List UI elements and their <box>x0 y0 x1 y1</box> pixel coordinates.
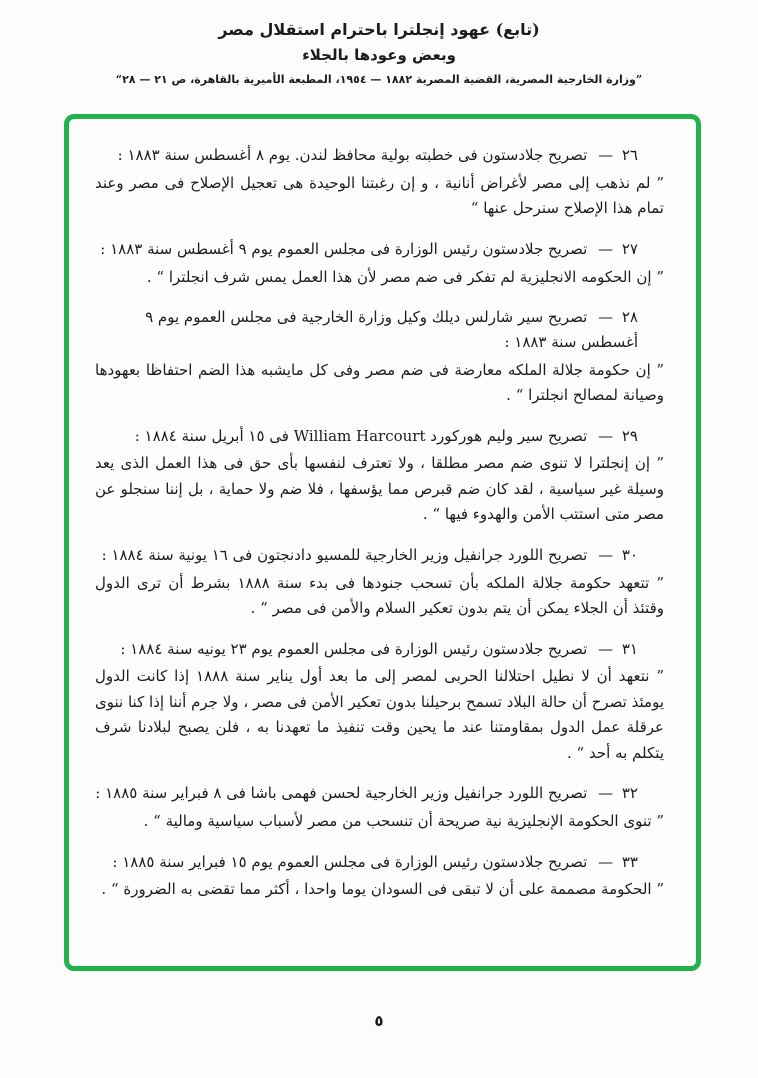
clause-heading-text: تصريح جلادستون رئيس الوزارة فى مجلس العموم يوم ٢٣ يونيه سنة ١٨٨٤ : <box>120 639 588 658</box>
clause-item-26 <box>95 143 664 222</box>
dash-separator: — <box>598 852 614 871</box>
clause-heading <box>95 143 664 168</box>
clause-number: ٢٩ <box>621 426 638 445</box>
clause-number: ٣١ <box>621 639 638 658</box>
clause-heading <box>95 637 664 662</box>
clause-number: ٣٢ <box>621 784 638 803</box>
clause-number: ٢٦ <box>621 146 638 164</box>
clause-item-30 <box>95 543 664 622</box>
dash-separator: — <box>598 784 614 803</box>
clause-item-27 <box>95 237 664 290</box>
dash-separator: — <box>598 426 614 445</box>
clause-body: ” نتعهد أن لا نطيل احتلالنا الحربى لمصر إلى ما بعد أول يناير سنة ١٨٨٨ إذا كانت الدول يومئذ تصرح أن حالة البلاد تسمح برحيلنا بدون تعكير الأمن فى مصر ، ولا جرم أننا إذا كنا ننوى عرقلة عمل الدول بمقاومتنا عند ما يحين وقت تنفيذ ما تعهدنا به ، فلن يصبح لبلادنا شرف يتكلم به أحد “ . <box>95 667 664 762</box>
clause-item-31 <box>95 637 664 767</box>
clause-number: ٢٧ <box>621 239 638 258</box>
clause-body: ” إن إنجلترا لا تنوى ضم مصر مطلقا ، ولا تعترف لنفسها بأى حق فى هذا العمل الذى يعد وسيلة غير سياسية ، لقد كان ضم قبرص مما يؤسفها ، فلا ضم ولا حماية ، بل إننا سنجلو عن مصر متى استتب الأمن والهدوء فيها “ . <box>95 454 664 524</box>
clause-heading <box>95 424 664 449</box>
dash-separator: — <box>598 639 614 658</box>
clause-item-29 <box>95 424 664 528</box>
document-title-line1: (تابع) عهود إنجلترا باحترام استقلال مصر <box>218 20 540 39</box>
clause-heading-text: تصريح سير شارلس ديلك وكيل وزارة الخارجية فى مجلس العموم يوم ٩ أغسطس سنة ١٨٨٣ : <box>145 308 638 351</box>
clause-heading <box>95 543 664 568</box>
source-citation: ”وزارة الخارجية المصرية، القضية المصرية ١٨٨٢ — ١٩٥٤، المطبعة الأميرية بالقاهرة، ص ٢١ — ٢٨“ <box>115 73 643 86</box>
clause-heading-text: تصريح سير وليم هوركورد William Harcourt فى ١٥ أبريل سنة ١٨٨٤ : <box>134 426 588 445</box>
clause-heading <box>95 781 664 806</box>
dash-separator: — <box>598 239 614 258</box>
clause-body: ” تتعهد حكومة جلالة الملكه بأن تسحب جنودها فى بدء سنة ١٨٨٨ بشرط أن ترى الدول وقتئذ أن الجلاء يمكن أن يتم بدون تعكير السلام والأمن فى مصر “ . <box>95 573 665 617</box>
clause-body: ” الحكومة مصممة على أن لا تبقى فى السودان يوما واحدا ، أكثر مما تقضى به الضرورة “ . <box>101 880 664 899</box>
page-number: ٥ <box>374 1012 384 1030</box>
clause-heading <box>95 305 664 355</box>
clause-heading-text: تصريح اللورد جرانفيل وزير الخارجية لحسن فهمى باشا فى ٨ فبراير سنة ١٨٨٥ : <box>95 784 588 803</box>
clause-body: ” إن الحكومه الانجليزية لم تفكر فى ضم مصر لأن هذا العمل يمس شرف انجلترا “ . <box>146 267 664 286</box>
clause-heading <box>95 237 664 262</box>
clause-item-28 <box>95 305 664 409</box>
clause-heading-text: تصريح جلادستون رئيس الوزارة فى مجلس العموم يوم ٩ أغسطس سنة ١٨٨٣ : <box>100 239 588 258</box>
clause-body: ” لم نذهب إلى مصر لأغراض أنانية ، و إن رغبتنا الوحيدة هى تعجيل الإصلاح فى مصر وعند تمام هذا الإصلاح سنرحل عنها “ <box>95 173 664 218</box>
clause-heading-text: تصريح جلادستون رئيس الوزارة فى مجلس العموم يوم ١٥ فبراير سنة ١٨٨٥ : <box>112 852 588 871</box>
clause-number: ٢٨ <box>621 308 638 326</box>
clause-item-32 <box>95 781 664 834</box>
clause-body: ” تنوى الحكومة الإنجليزية نية صريحة أن تنسحب من مصر لأسباب سياسية ومالية “ . <box>143 812 664 830</box>
clause-number: ٣٠ <box>621 545 638 564</box>
clause-number: ٣٣ <box>621 852 638 871</box>
clause-heading-text: تصريح اللورد جرانفيل وزير الخارجية للمسيو دادنجتون فى ١٦ يونية سنة ١٨٨٤ : <box>101 545 588 564</box>
document-title-line2: وبعض وعودها بالجلاء <box>302 46 456 64</box>
green-border-frame <box>64 114 701 971</box>
clause-body: ” إن حكومة جلالة الملكه معارضة فى ضم مصر وفى كل مايشبه هذا الضم احتفاظا بعهودها وصيانة لمصالح انجلترا “ . <box>95 360 664 404</box>
dash-separator: — <box>598 146 614 164</box>
clause-heading-text: تصريح جلادستون فى خطبته بولية محافظ لندن. يوم ٨ أغسطس سنة ١٨٨٣ : <box>117 146 588 164</box>
clause-heading <box>95 850 664 875</box>
clause-item-33 <box>95 850 664 903</box>
dash-separator: — <box>598 308 614 326</box>
page-header <box>0 0 758 86</box>
dash-separator: — <box>598 545 614 564</box>
